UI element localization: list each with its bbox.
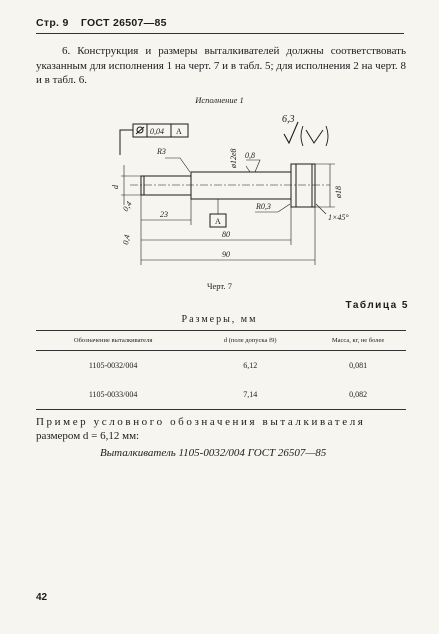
figure-caption: Черт. 7 <box>206 281 232 291</box>
pin-tip <box>141 176 191 195</box>
label-r04-b: 0,4 <box>121 233 132 246</box>
cell-d: 7,14 <box>190 380 310 410</box>
label-datum-a: A <box>215 217 221 226</box>
tolerance-datum: A <box>176 127 182 136</box>
page-number: 42 <box>36 592 48 603</box>
intro-paragraph: 6. Конструкция и размеры выталкивателей должны соответствовать указанным для исполнения 1 на черт. 7 и в табл. 5; для исполнения 2 на черт. 8 и в табл. 6. <box>36 45 406 86</box>
label-chamfer: 1×45° <box>328 213 349 222</box>
example-intro: Пример условного обозначения выталкивателя <box>36 416 366 428</box>
example-paragraph <box>36 416 406 443</box>
page-number-label: Стр. 9 <box>36 17 69 29</box>
cell-mass: 0,082 <box>310 380 406 410</box>
label-dia-18: ø18 <box>334 186 343 198</box>
example-size: размером d = 6,12 мм: <box>36 429 140 442</box>
pin-shank <box>191 172 291 199</box>
header-mass: Масса, кг, не более <box>310 331 406 351</box>
table-header-row <box>36 331 406 351</box>
label-r3: R3 <box>157 147 166 156</box>
label-r08: 0,8 <box>245 151 255 160</box>
header-rule <box>36 33 404 34</box>
label-r03: R0,3 <box>256 202 271 211</box>
variant-label: Исполнение 1 <box>195 95 244 105</box>
table-row <box>36 380 406 410</box>
standard-code: ГОСТ 26507—85 <box>80 17 167 29</box>
roughness-main: 6,3 <box>282 114 295 125</box>
label-d: d <box>111 185 120 189</box>
cell-designation: 1105-0033/004 <box>36 380 190 410</box>
technical-drawing <box>0 100 439 280</box>
cell-mass: 0,081 <box>349 361 368 370</box>
cell-d: 6,12 <box>243 361 258 370</box>
header-d: d (поле допуска f9) <box>190 331 310 351</box>
header-designation: Обозначение выталкивателя <box>36 331 190 351</box>
label-dia-12e8: ø12e8 <box>229 148 238 168</box>
label-dim-80: 80 <box>222 230 230 239</box>
label-dim-23: 23 <box>160 210 168 219</box>
table-title: Таблица 5 <box>345 300 409 311</box>
dimensions-table <box>36 330 406 410</box>
page-header <box>36 17 176 29</box>
tolerance-value: 0,04 <box>150 127 164 136</box>
label-dim-90: 90 <box>222 250 230 259</box>
table-row <box>36 351 406 381</box>
example-designation: Выталкиватель 1105-0032/004 ГОСТ 26507—85 <box>100 447 327 459</box>
table-subtitle: Размеры, мм <box>181 314 258 325</box>
label-r04: 0,4 <box>120 199 134 213</box>
pin-head <box>291 164 315 207</box>
cell-designation: 1105-0032/004 <box>88 361 138 370</box>
